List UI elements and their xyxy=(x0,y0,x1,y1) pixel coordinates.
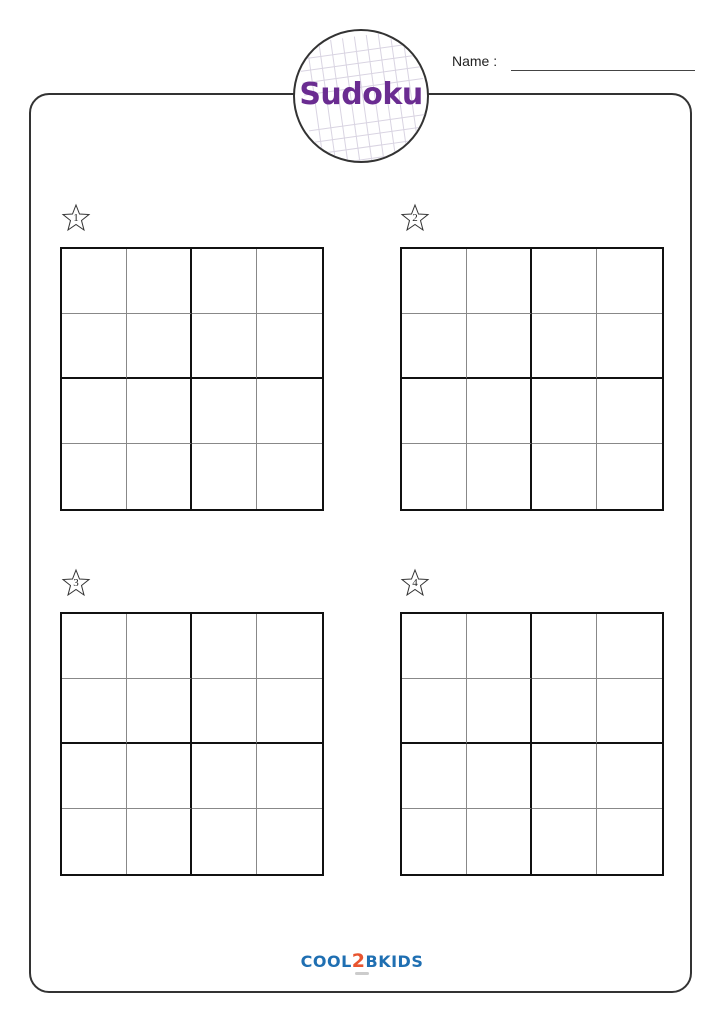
sudoku-logo xyxy=(293,29,429,163)
grid-cell[interactable] xyxy=(62,444,127,509)
grid-cell[interactable] xyxy=(127,614,192,679)
grid-cell[interactable] xyxy=(402,744,467,809)
grid-cell[interactable] xyxy=(532,444,597,509)
brand-text-cool: COOL xyxy=(300,952,352,971)
grid-cell[interactable] xyxy=(402,314,467,379)
grid-cell[interactable] xyxy=(597,809,662,874)
page-title: Sudoku xyxy=(299,77,423,112)
grid-cell[interactable] xyxy=(127,249,192,314)
grid-cell[interactable] xyxy=(127,744,192,809)
grid-cell[interactable] xyxy=(192,379,257,444)
grid-cell[interactable] xyxy=(257,679,322,744)
grid-cell[interactable] xyxy=(257,379,322,444)
grid-cell[interactable] xyxy=(402,679,467,744)
sudoku-grid xyxy=(400,612,664,876)
grid-cell[interactable] xyxy=(192,444,257,509)
name-label: Name : xyxy=(452,53,498,69)
grid-cell[interactable] xyxy=(62,679,127,744)
grid-cell[interactable] xyxy=(62,809,127,874)
grid-cell[interactable] xyxy=(257,809,322,874)
grid-cell[interactable] xyxy=(62,744,127,809)
grid-cell[interactable] xyxy=(127,379,192,444)
grid-cell[interactable] xyxy=(597,379,662,444)
grid-cell[interactable] xyxy=(127,444,192,509)
name-field[interactable] xyxy=(511,70,695,71)
puzzle-number: 1 xyxy=(73,212,79,224)
star-badge xyxy=(61,568,91,598)
grid-cell[interactable] xyxy=(532,249,597,314)
grid-cell[interactable] xyxy=(532,314,597,379)
star-badge xyxy=(400,203,430,233)
puzzle-number: 2 xyxy=(412,212,418,224)
sudoku-grid xyxy=(60,612,324,876)
grid-cell[interactable] xyxy=(62,614,127,679)
grid-cell[interactable] xyxy=(597,614,662,679)
grid-cell[interactable] xyxy=(597,744,662,809)
grid-cell[interactable] xyxy=(467,379,532,444)
grid-cell[interactable] xyxy=(532,679,597,744)
grid-cell[interactable] xyxy=(192,809,257,874)
grid-cell[interactable] xyxy=(597,249,662,314)
grid-cell[interactable] xyxy=(192,314,257,379)
grid-cell[interactable] xyxy=(532,614,597,679)
grid-cell[interactable] xyxy=(257,314,322,379)
grid-cell[interactable] xyxy=(62,379,127,444)
grid-cell[interactable] xyxy=(467,744,532,809)
grid-cell[interactable] xyxy=(467,314,532,379)
grid-cell[interactable] xyxy=(192,679,257,744)
sudoku-grid xyxy=(400,247,664,511)
grid-cell[interactable] xyxy=(402,809,467,874)
brand-underline xyxy=(355,972,369,975)
grid-cell[interactable] xyxy=(532,809,597,874)
grid-cell[interactable] xyxy=(257,444,322,509)
grid-cell[interactable] xyxy=(467,249,532,314)
grid-cell[interactable] xyxy=(127,314,192,379)
star-badge xyxy=(61,203,91,233)
grid-cell[interactable] xyxy=(402,379,467,444)
grid-cell[interactable] xyxy=(532,379,597,444)
grid-cell[interactable] xyxy=(127,809,192,874)
grid-cell[interactable] xyxy=(467,809,532,874)
grid-cell[interactable] xyxy=(467,679,532,744)
brand-text-2: 2 xyxy=(351,950,366,972)
sudoku-grid xyxy=(60,247,324,511)
grid-cell[interactable] xyxy=(532,744,597,809)
grid-cell[interactable] xyxy=(467,614,532,679)
puzzle-number: 4 xyxy=(412,577,418,589)
puzzle-number: 3 xyxy=(73,577,79,589)
grid-cell[interactable] xyxy=(62,314,127,379)
brand-text-bkids: BKIDS xyxy=(365,952,424,971)
grid-cell[interactable] xyxy=(192,614,257,679)
grid-cell[interactable] xyxy=(192,744,257,809)
grid-cell[interactable] xyxy=(597,679,662,744)
grid-cell[interactable] xyxy=(257,249,322,314)
brand-logo xyxy=(0,950,724,972)
grid-cell[interactable] xyxy=(402,614,467,679)
grid-cell[interactable] xyxy=(402,444,467,509)
star-badge xyxy=(400,568,430,598)
grid-cell[interactable] xyxy=(402,249,467,314)
grid-cell[interactable] xyxy=(257,614,322,679)
grid-cell[interactable] xyxy=(62,249,127,314)
grid-cell[interactable] xyxy=(597,444,662,509)
grid-cell[interactable] xyxy=(192,249,257,314)
grid-cell[interactable] xyxy=(467,444,532,509)
grid-cell[interactable] xyxy=(127,679,192,744)
grid-cell[interactable] xyxy=(257,744,322,809)
grid-cell[interactable] xyxy=(597,314,662,379)
